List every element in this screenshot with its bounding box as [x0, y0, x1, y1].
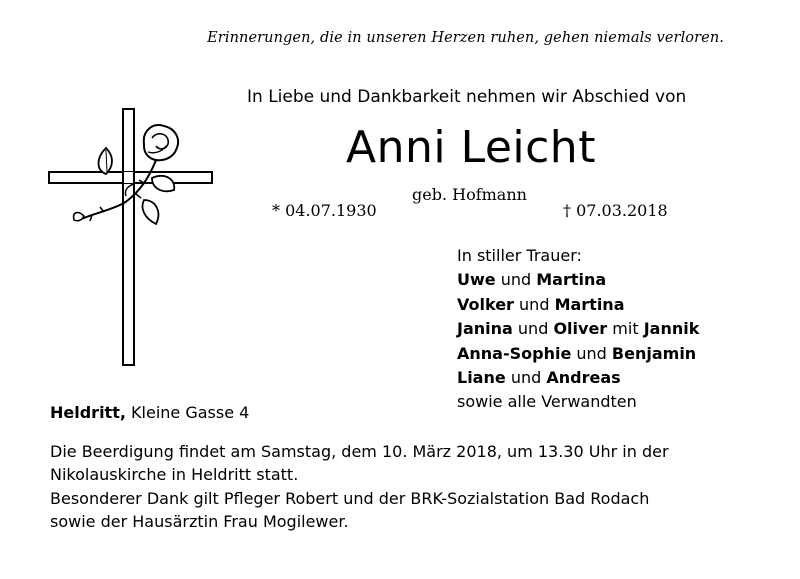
text-line: sowie der Hausärztin Frau Mogilewer. — [50, 512, 349, 532]
mourner-line — [457, 268, 699, 292]
mourner-name: Volker — [457, 294, 514, 314]
text-line: Besonderer Dank gilt Pfleger Robert und der BRK-Sozialstation Bad Rodach — [50, 488, 650, 508]
mourner-line — [457, 317, 699, 341]
mourner-conj: und — [500, 270, 532, 290]
address-street: Kleine Gasse 4 — [131, 403, 250, 422]
address — [50, 403, 249, 422]
mourner-name: Liane — [457, 368, 506, 388]
mourner-conj: und — [517, 319, 549, 339]
mourner-name: Benjamin — [611, 343, 697, 363]
mourners-list — [457, 244, 699, 415]
mourners-closing: sowie alle Verwandten — [457, 392, 637, 412]
mourner-line — [457, 366, 699, 390]
mourner-line — [457, 342, 699, 366]
death-date: † 07.03.2018 — [563, 201, 668, 220]
mourner-name: Martina — [536, 270, 607, 290]
text-line: Nikolauskirche in Heldritt statt. — [50, 465, 299, 485]
motto: Erinnerungen, die in unseren Herzen ruhen, gehen niemals verloren. — [207, 30, 724, 46]
intro-line: In Liebe und Dankbarkeit nehmen wir Abschied von — [247, 87, 687, 107]
mourner-name: Andreas — [546, 368, 621, 388]
mourner-name: Martina — [554, 294, 625, 314]
mourner-name: Janina — [457, 319, 513, 339]
birth-date: * 04.07.1930 — [272, 201, 377, 220]
birth-name: geb. Hofmann — [412, 185, 527, 204]
mourners-heading: In stiller Trauer: — [457, 246, 582, 265]
text-line: Die Beerdigung findet am Samstag, dem 10. März 2018, um 13.30 Uhr in der — [50, 442, 669, 461]
mourner-conj: und — [519, 294, 550, 314]
mourner-name: Uwe — [457, 270, 496, 290]
address-town: Heldritt, — [50, 403, 126, 422]
mourner-name: Anna-Sophie — [457, 343, 572, 363]
mourner-conj: und — [576, 343, 607, 363]
deceased-name: Anni Leicht — [346, 122, 596, 173]
cross-with-rose-icon — [44, 108, 219, 374]
mourner-name: Jannik — [643, 319, 700, 339]
funeral-text — [50, 440, 669, 534]
mourner-line — [457, 293, 699, 317]
mourner-conj: mit — [612, 319, 639, 339]
mourner-name: Oliver — [553, 319, 608, 339]
mourner-conj: und — [510, 368, 542, 388]
